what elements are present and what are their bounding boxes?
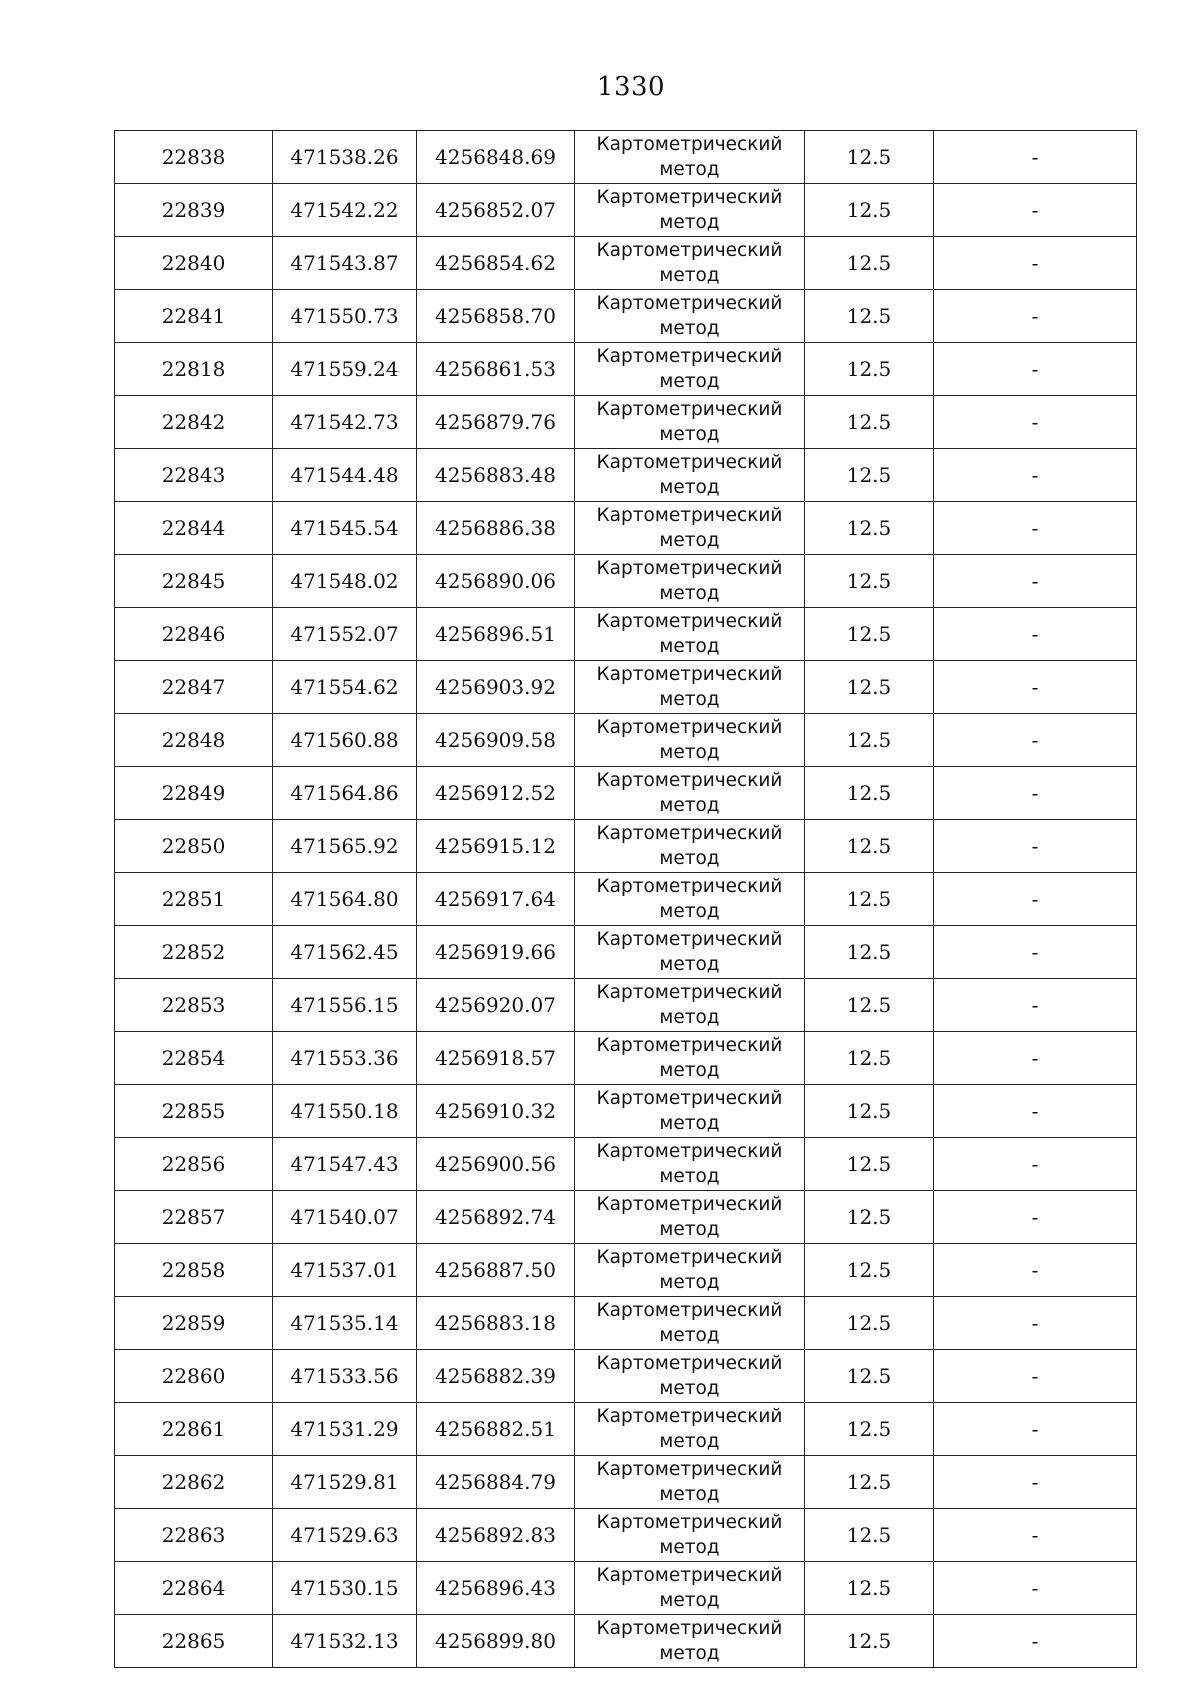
accuracy-cell: 12.5	[805, 396, 934, 449]
point-number-cell: 22858	[115, 1244, 273, 1297]
table-row	[115, 1297, 1137, 1350]
y-coordinate-cell: 4256917.64	[417, 873, 575, 926]
table-row	[115, 1085, 1137, 1138]
accuracy-cell: 12.5	[805, 661, 934, 714]
method-text-line2: метод	[659, 1643, 720, 1664]
method-cell	[575, 290, 805, 343]
note-cell: -	[934, 343, 1137, 396]
x-coordinate-cell: 471544.48	[273, 449, 417, 502]
point-number-cell: 22851	[115, 873, 273, 926]
accuracy-cell: 12.5	[805, 1350, 934, 1403]
point-number-cell: 22857	[115, 1191, 273, 1244]
note-cell: -	[934, 290, 1137, 343]
y-coordinate-cell: 4256882.51	[417, 1403, 575, 1456]
point-number-cell: 22854	[115, 1032, 273, 1085]
method-cell	[575, 449, 805, 502]
method-text-line1: Картометрический	[596, 1406, 783, 1427]
accuracy-cell: 12.5	[805, 1403, 934, 1456]
x-coordinate-cell: 471529.63	[273, 1509, 417, 1562]
point-number-cell: 22843	[115, 449, 273, 502]
method-text-line2: метод	[659, 1166, 720, 1187]
method-text-line1: Картометрический	[596, 982, 783, 1003]
y-coordinate-cell: 4256879.76	[417, 396, 575, 449]
table-row	[115, 290, 1137, 343]
table-row	[115, 714, 1137, 767]
note-cell: -	[934, 820, 1137, 873]
method-cell	[575, 608, 805, 661]
note-cell: -	[934, 767, 1137, 820]
x-coordinate-cell: 471564.80	[273, 873, 417, 926]
point-number-cell: 22856	[115, 1138, 273, 1191]
method-cell	[575, 1562, 805, 1615]
point-number-cell: 22848	[115, 714, 273, 767]
point-number-cell: 22855	[115, 1085, 273, 1138]
note-cell: -	[934, 1138, 1137, 1191]
point-number-cell: 22853	[115, 979, 273, 1032]
accuracy-cell: 12.5	[805, 1562, 934, 1615]
x-coordinate-cell: 471553.36	[273, 1032, 417, 1085]
x-coordinate-cell: 471533.56	[273, 1350, 417, 1403]
method-text-line1: Картометрический	[596, 823, 783, 844]
accuracy-cell: 12.5	[805, 1456, 934, 1509]
point-number-cell: 22845	[115, 555, 273, 608]
table-row	[115, 555, 1137, 608]
method-cell	[575, 1350, 805, 1403]
method-text-line2: метод	[659, 795, 720, 816]
page-number: 1330	[596, 72, 666, 102]
method-text-line2: метод	[659, 1272, 720, 1293]
method-cell	[575, 131, 805, 184]
x-coordinate-cell: 471547.43	[273, 1138, 417, 1191]
y-coordinate-cell: 4256920.07	[417, 979, 575, 1032]
point-number-cell: 22818	[115, 343, 273, 396]
method-cell	[575, 1244, 805, 1297]
note-cell: -	[934, 661, 1137, 714]
method-text-line1: Картометрический	[596, 717, 783, 738]
y-coordinate-cell: 4256892.83	[417, 1509, 575, 1562]
method-cell	[575, 1085, 805, 1138]
accuracy-cell: 12.5	[805, 873, 934, 926]
method-cell	[575, 184, 805, 237]
method-cell	[575, 396, 805, 449]
method-text-line1: Картометрический	[596, 611, 783, 632]
method-text-line1: Картометрический	[596, 1035, 783, 1056]
point-number-cell: 22840	[115, 237, 273, 290]
method-text-line1: Картометрический	[596, 1194, 783, 1215]
method-text-line2: метод	[659, 1007, 720, 1028]
method-text-line2: метод	[659, 1325, 720, 1346]
point-number-cell: 22860	[115, 1350, 273, 1403]
note-cell: -	[934, 1562, 1137, 1615]
table-row	[115, 608, 1137, 661]
x-coordinate-cell: 471552.07	[273, 608, 417, 661]
y-coordinate-cell: 4256910.32	[417, 1085, 575, 1138]
x-coordinate-cell: 471529.81	[273, 1456, 417, 1509]
note-cell: -	[934, 1244, 1137, 1297]
x-coordinate-cell: 471550.18	[273, 1085, 417, 1138]
y-coordinate-cell: 4256896.43	[417, 1562, 575, 1615]
method-text-line1: Картометрический	[596, 1618, 783, 1639]
method-text-line2: метод	[659, 954, 720, 975]
method-text-line2: метод	[659, 1113, 720, 1134]
point-number-cell: 22864	[115, 1562, 273, 1615]
method-cell	[575, 1297, 805, 1350]
note-cell: -	[934, 1191, 1137, 1244]
table-row	[115, 1191, 1137, 1244]
table-row	[115, 1456, 1137, 1509]
method-text-line1: Картометрический	[596, 876, 783, 897]
method-cell	[575, 502, 805, 555]
y-coordinate-cell: 4256883.48	[417, 449, 575, 502]
table-row	[115, 131, 1137, 184]
table-row	[115, 1509, 1137, 1562]
accuracy-cell: 12.5	[805, 1138, 934, 1191]
y-coordinate-cell: 4256861.53	[417, 343, 575, 396]
method-text-line2: метод	[659, 1219, 720, 1240]
point-number-cell: 22852	[115, 926, 273, 979]
point-number-cell: 22844	[115, 502, 273, 555]
note-cell: -	[934, 1509, 1137, 1562]
method-text-line2: метод	[659, 530, 720, 551]
coordinates-table-body	[115, 131, 1137, 1668]
accuracy-cell: 12.5	[805, 979, 934, 1032]
note-cell: -	[934, 926, 1137, 979]
method-cell	[575, 926, 805, 979]
method-text-line1: Картометрический	[596, 505, 783, 526]
accuracy-cell: 12.5	[805, 1509, 934, 1562]
accuracy-cell: 12.5	[805, 555, 934, 608]
y-coordinate-cell: 4256858.70	[417, 290, 575, 343]
point-number-cell: 22850	[115, 820, 273, 873]
accuracy-cell: 12.5	[805, 1615, 934, 1668]
x-coordinate-cell: 471560.88	[273, 714, 417, 767]
accuracy-cell: 12.5	[805, 1032, 934, 1085]
table-row	[115, 449, 1137, 502]
y-coordinate-cell: 4256900.56	[417, 1138, 575, 1191]
table-row	[115, 502, 1137, 555]
method-cell	[575, 1032, 805, 1085]
method-cell	[575, 714, 805, 767]
method-text-line1: Картометрический	[596, 1088, 783, 1109]
table-row	[115, 926, 1137, 979]
x-coordinate-cell: 471545.54	[273, 502, 417, 555]
x-coordinate-cell: 471535.14	[273, 1297, 417, 1350]
note-cell: -	[934, 1032, 1137, 1085]
method-text-line2: метод	[659, 1378, 720, 1399]
method-text-line2: метод	[659, 212, 720, 233]
y-coordinate-cell: 4256854.62	[417, 237, 575, 290]
y-coordinate-cell: 4256884.79	[417, 1456, 575, 1509]
method-text-line1: Картометрический	[596, 240, 783, 261]
x-coordinate-cell: 471550.73	[273, 290, 417, 343]
method-cell	[575, 979, 805, 1032]
method-text-line1: Картометрический	[596, 134, 783, 155]
method-cell	[575, 1138, 805, 1191]
x-coordinate-cell: 471542.73	[273, 396, 417, 449]
method-text-line1: Картометрический	[596, 1141, 783, 1162]
method-text-line1: Картометрический	[596, 293, 783, 314]
y-coordinate-cell: 4256883.18	[417, 1297, 575, 1350]
accuracy-cell: 12.5	[805, 184, 934, 237]
x-coordinate-cell: 471548.02	[273, 555, 417, 608]
table-row	[115, 1244, 1137, 1297]
accuracy-cell: 12.5	[805, 131, 934, 184]
y-coordinate-cell: 4256899.80	[417, 1615, 575, 1668]
method-cell	[575, 1509, 805, 1562]
table-row	[115, 979, 1137, 1032]
method-text-line2: метод	[659, 1484, 720, 1505]
accuracy-cell: 12.5	[805, 343, 934, 396]
accuracy-cell: 12.5	[805, 926, 934, 979]
method-cell	[575, 1191, 805, 1244]
method-cell	[575, 555, 805, 608]
point-number-cell: 22846	[115, 608, 273, 661]
note-cell: -	[934, 449, 1137, 502]
method-text-line2: метод	[659, 1537, 720, 1558]
x-coordinate-cell: 471559.24	[273, 343, 417, 396]
method-text-line1: Картометрический	[596, 452, 783, 473]
method-text-line1: Картометрический	[596, 346, 783, 367]
accuracy-cell: 12.5	[805, 1297, 934, 1350]
method-text-line2: метод	[659, 1590, 720, 1611]
x-coordinate-cell: 471562.45	[273, 926, 417, 979]
y-coordinate-cell: 4256919.66	[417, 926, 575, 979]
method-cell	[575, 873, 805, 926]
accuracy-cell: 12.5	[805, 502, 934, 555]
coordinates-table	[114, 130, 1137, 1668]
point-number-cell: 22859	[115, 1297, 273, 1350]
point-number-cell: 22839	[115, 184, 273, 237]
method-text-line2: метод	[659, 477, 720, 498]
accuracy-cell: 12.5	[805, 237, 934, 290]
table-row	[115, 820, 1137, 873]
method-text-line1: Картометрический	[596, 929, 783, 950]
note-cell: -	[934, 1456, 1137, 1509]
x-coordinate-cell: 471538.26	[273, 131, 417, 184]
method-text-line2: метод	[659, 265, 720, 286]
method-cell	[575, 820, 805, 873]
note-cell: -	[934, 555, 1137, 608]
point-number-cell: 22861	[115, 1403, 273, 1456]
method-text-line1: Картометрический	[596, 1300, 783, 1321]
point-number-cell: 22863	[115, 1509, 273, 1562]
accuracy-cell: 12.5	[805, 290, 934, 343]
method-text-line1: Картометрический	[596, 664, 783, 685]
note-cell: -	[934, 873, 1137, 926]
x-coordinate-cell: 471537.01	[273, 1244, 417, 1297]
table-row	[115, 1138, 1137, 1191]
point-number-cell: 22849	[115, 767, 273, 820]
note-cell: -	[934, 979, 1137, 1032]
x-coordinate-cell: 471554.62	[273, 661, 417, 714]
method-text-line1: Картометрический	[596, 558, 783, 579]
note-cell: -	[934, 1297, 1137, 1350]
table-row	[115, 237, 1137, 290]
accuracy-cell: 12.5	[805, 608, 934, 661]
method-cell	[575, 1456, 805, 1509]
method-text-line2: метод	[659, 901, 720, 922]
x-coordinate-cell: 471543.87	[273, 237, 417, 290]
note-cell: -	[934, 502, 1137, 555]
accuracy-cell: 12.5	[805, 820, 934, 873]
note-cell: -	[934, 1403, 1137, 1456]
point-number-cell: 22865	[115, 1615, 273, 1668]
x-coordinate-cell: 471556.15	[273, 979, 417, 1032]
note-cell: -	[934, 714, 1137, 767]
accuracy-cell: 12.5	[805, 714, 934, 767]
accuracy-cell: 12.5	[805, 1085, 934, 1138]
method-text-line2: метод	[659, 689, 720, 710]
table-row	[115, 184, 1137, 237]
method-text-line2: метод	[659, 583, 720, 604]
method-text-line2: метод	[659, 848, 720, 869]
y-coordinate-cell: 4256896.51	[417, 608, 575, 661]
method-text-line1: Картометрический	[596, 1459, 783, 1480]
method-text-line1: Картометрический	[596, 1353, 783, 1374]
method-text-line2: метод	[659, 424, 720, 445]
x-coordinate-cell: 471542.22	[273, 184, 417, 237]
method-cell	[575, 1615, 805, 1668]
y-coordinate-cell: 4256892.74	[417, 1191, 575, 1244]
x-coordinate-cell: 471530.15	[273, 1562, 417, 1615]
y-coordinate-cell: 4256890.06	[417, 555, 575, 608]
table-row	[115, 396, 1137, 449]
note-cell: -	[934, 608, 1137, 661]
y-coordinate-cell: 4256918.57	[417, 1032, 575, 1085]
accuracy-cell: 12.5	[805, 1244, 934, 1297]
table-row	[115, 1350, 1137, 1403]
y-coordinate-cell: 4256882.39	[417, 1350, 575, 1403]
point-number-cell: 22841	[115, 290, 273, 343]
x-coordinate-cell: 471532.13	[273, 1615, 417, 1668]
point-number-cell: 22847	[115, 661, 273, 714]
method-text-line2: метод	[659, 371, 720, 392]
method-text-line1: Картометрический	[596, 1565, 783, 1586]
accuracy-cell: 12.5	[805, 767, 934, 820]
method-text-line2: метод	[659, 1431, 720, 1452]
y-coordinate-cell: 4256886.38	[417, 502, 575, 555]
method-text-line1: Картометрический	[596, 1512, 783, 1533]
y-coordinate-cell: 4256887.50	[417, 1244, 575, 1297]
note-cell: -	[934, 396, 1137, 449]
y-coordinate-cell: 4256852.07	[417, 184, 575, 237]
method-cell	[575, 237, 805, 290]
table-row	[115, 873, 1137, 926]
table-row	[115, 1032, 1137, 1085]
table-row	[115, 1615, 1137, 1668]
method-text-line2: метод	[659, 1060, 720, 1081]
point-number-cell: 22838	[115, 131, 273, 184]
note-cell: -	[934, 237, 1137, 290]
method-text-line1: Картометрический	[596, 770, 783, 791]
x-coordinate-cell: 471531.29	[273, 1403, 417, 1456]
table-row	[115, 1562, 1137, 1615]
table-row	[115, 661, 1137, 714]
method-text-line2: метод	[659, 636, 720, 657]
x-coordinate-cell: 471540.07	[273, 1191, 417, 1244]
method-cell	[575, 1403, 805, 1456]
note-cell: -	[934, 1350, 1137, 1403]
y-coordinate-cell: 4256912.52	[417, 767, 575, 820]
method-cell	[575, 661, 805, 714]
note-cell: -	[934, 1085, 1137, 1138]
method-text-line1: Картометрический	[596, 187, 783, 208]
method-text-line1: Картометрический	[596, 399, 783, 420]
y-coordinate-cell: 4256848.69	[417, 131, 575, 184]
table-row	[115, 767, 1137, 820]
method-text-line2: метод	[659, 318, 720, 339]
method-text-line2: метод	[659, 159, 720, 180]
accuracy-cell: 12.5	[805, 1191, 934, 1244]
point-number-cell: 22842	[115, 396, 273, 449]
note-cell: -	[934, 131, 1137, 184]
note-cell: -	[934, 1615, 1137, 1668]
y-coordinate-cell: 4256915.12	[417, 820, 575, 873]
y-coordinate-cell: 4256909.58	[417, 714, 575, 767]
y-coordinate-cell: 4256903.92	[417, 661, 575, 714]
x-coordinate-cell: 471565.92	[273, 820, 417, 873]
method-cell	[575, 343, 805, 396]
method-text-line2: метод	[659, 742, 720, 763]
table-row	[115, 1403, 1137, 1456]
method-cell	[575, 767, 805, 820]
note-cell: -	[934, 184, 1137, 237]
method-text-line1: Картометрический	[596, 1247, 783, 1268]
accuracy-cell: 12.5	[805, 449, 934, 502]
table-row	[115, 343, 1137, 396]
point-number-cell: 22862	[115, 1456, 273, 1509]
x-coordinate-cell: 471564.86	[273, 767, 417, 820]
